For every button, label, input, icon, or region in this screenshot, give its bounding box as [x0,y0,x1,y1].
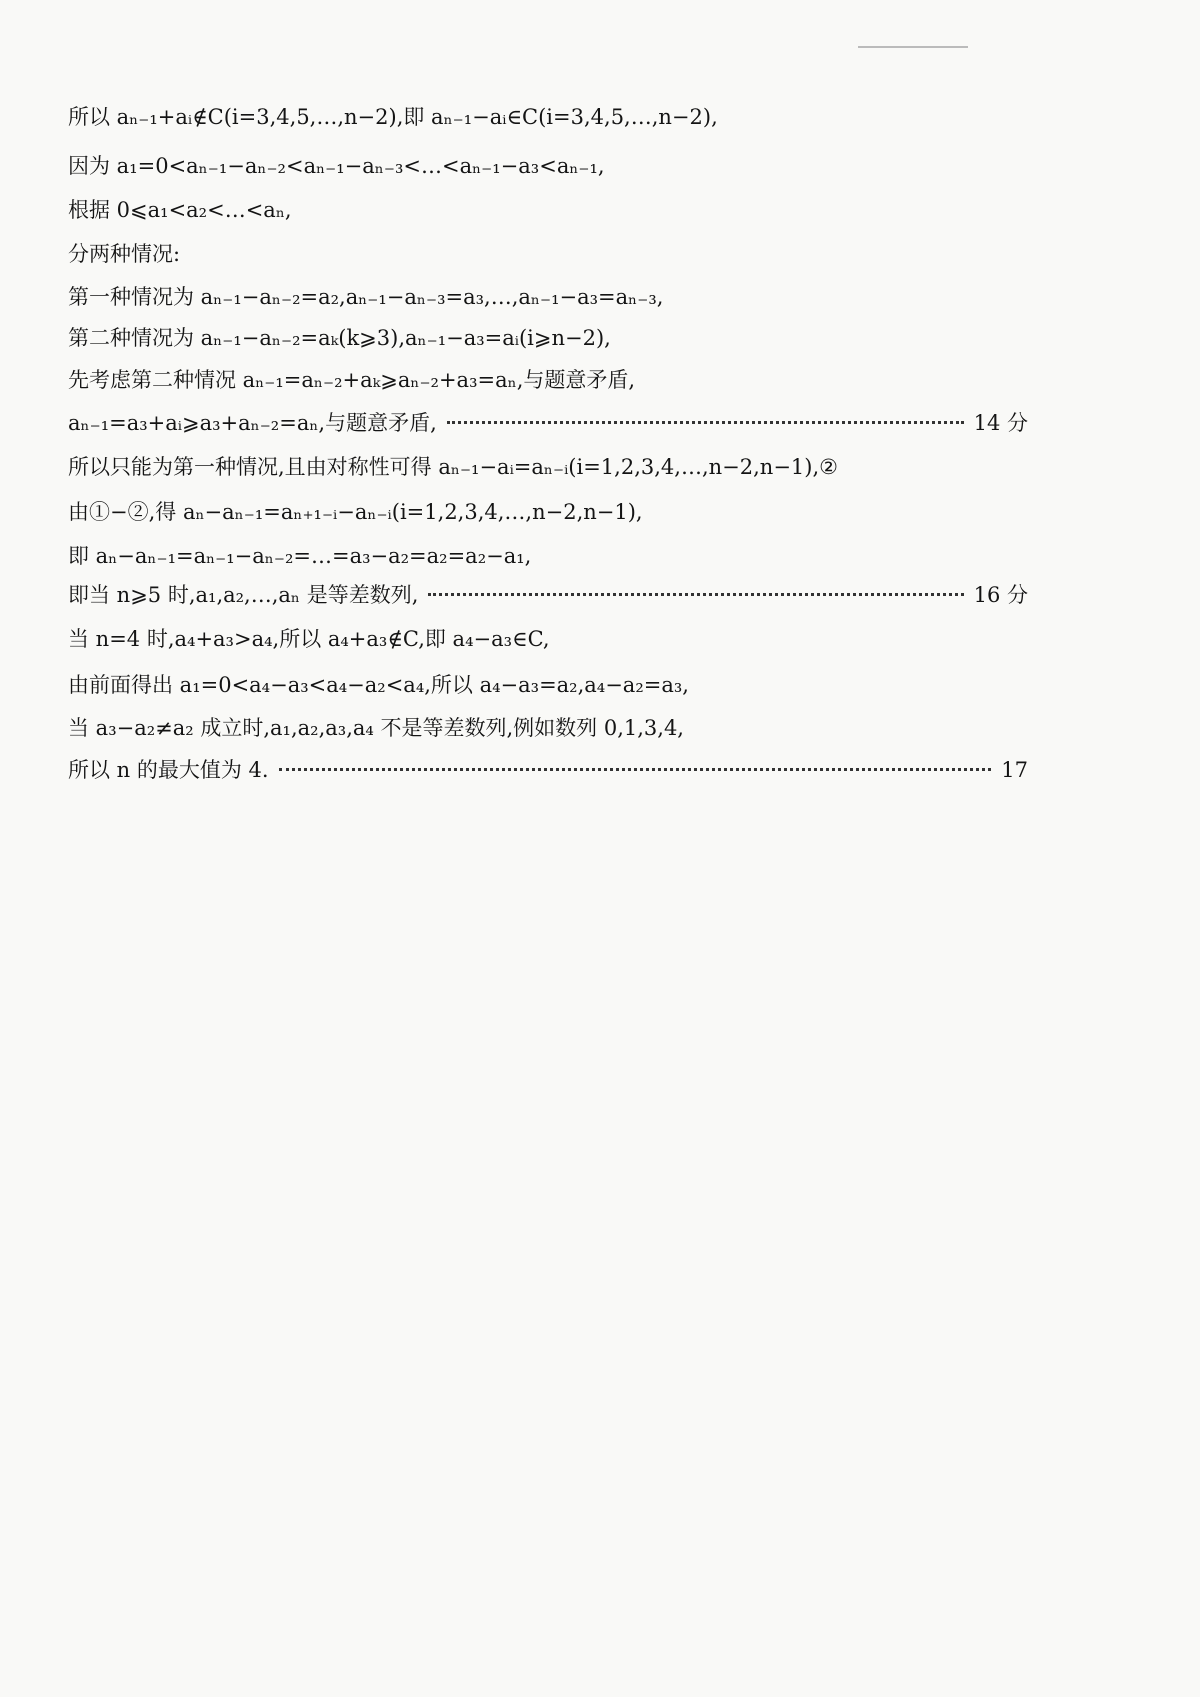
solution-line-6: 第二种情况为 aₙ₋₁−aₙ₋₂=aₖ(k⩾3),aₙ₋₁−a₃=aᵢ(i⩾n−2), [68,326,611,350]
solution-line-5: 第一种情况为 aₙ₋₁−aₙ₋₂=a₂,aₙ₋₁−aₙ₋₃=a₃,…,aₙ₋₁−a₃=aₙ₋₃, [68,285,664,309]
solution-line-16 [68,756,1028,784]
solution-line-7: 先考虑第二种情况 aₙ₋₁=aₙ₋₂+aₖ⩾aₙ₋₂+a₃=aₙ,与题意矛盾, [68,368,636,392]
solution-line-13: 当 n=4 时,a₄+a₃>a₄,所以 a₄+a₃∉C,即 a₄−a₃∈C, [68,627,550,651]
dotted-leader [447,421,964,424]
score-14: 14 分 [973,411,1028,435]
solution-line-16-text: 所以 n 的最大值为 4. [68,758,269,782]
solution-line-9: 所以只能为第一种情况,且由对称性可得 aₙ₋₁−aᵢ=aₙ₋ᵢ(i=1,2,3,4,…,n−2,n−1),② [68,455,838,479]
solution-line-11: 即 aₙ−aₙ₋₁=aₙ₋₁−aₙ₋₂=…=a₃−a₂=a₂=a₂−a₁, [68,544,532,568]
dotted-leader [428,593,963,596]
solution-line-2: 因为 a₁=0<aₙ₋₁−aₙ₋₂<aₙ₋₁−aₙ₋₃<…<aₙ₋₁−a₃<aₙ₋₁, [68,154,605,178]
solution-line-8 [68,409,1028,437]
score-17: 17 [1001,758,1028,782]
solution-line-10: 由①−②,得 aₙ−aₙ₋₁=aₙ₊₁₋ᵢ−aₙ₋ᵢ(i=1,2,3,4,…,n−2,n−1), [68,500,643,524]
dotted-leader [279,768,992,771]
solution-line-12-text: 即当 n⩾5 时,a₁,a₂,…,aₙ 是等差数列, [68,583,419,607]
solution-line-1: 所以 aₙ₋₁+aᵢ∉C(i=3,4,5,…,n−2),即 aₙ₋₁−aᵢ∈C(i=3,4,5,…,n−2), [68,105,718,129]
solution-line-12 [68,581,1028,609]
scan-artifact-mark [858,46,968,48]
solution-line-15: 当 a₃−a₂≠a₂ 成立时,a₁,a₂,a₃,a₄ 不是等差数列,例如数列 0,1,3,4, [68,716,684,740]
solution-line-8-text: aₙ₋₁=a₃+aᵢ⩾a₃+aₙ₋₂=aₙ,与题意矛盾, [68,411,437,435]
score-16: 16 分 [973,583,1028,607]
solution-line-4: 分两种情况: [68,242,181,266]
solution-line-14: 由前面得出 a₁=0<a₄−a₃<a₄−a₂<a₄,所以 a₄−a₃=a₂,a₄−a₂=a₃, [68,673,689,697]
solution-line-3: 根据 0⩽a₁<a₂<…<aₙ, [68,198,292,222]
